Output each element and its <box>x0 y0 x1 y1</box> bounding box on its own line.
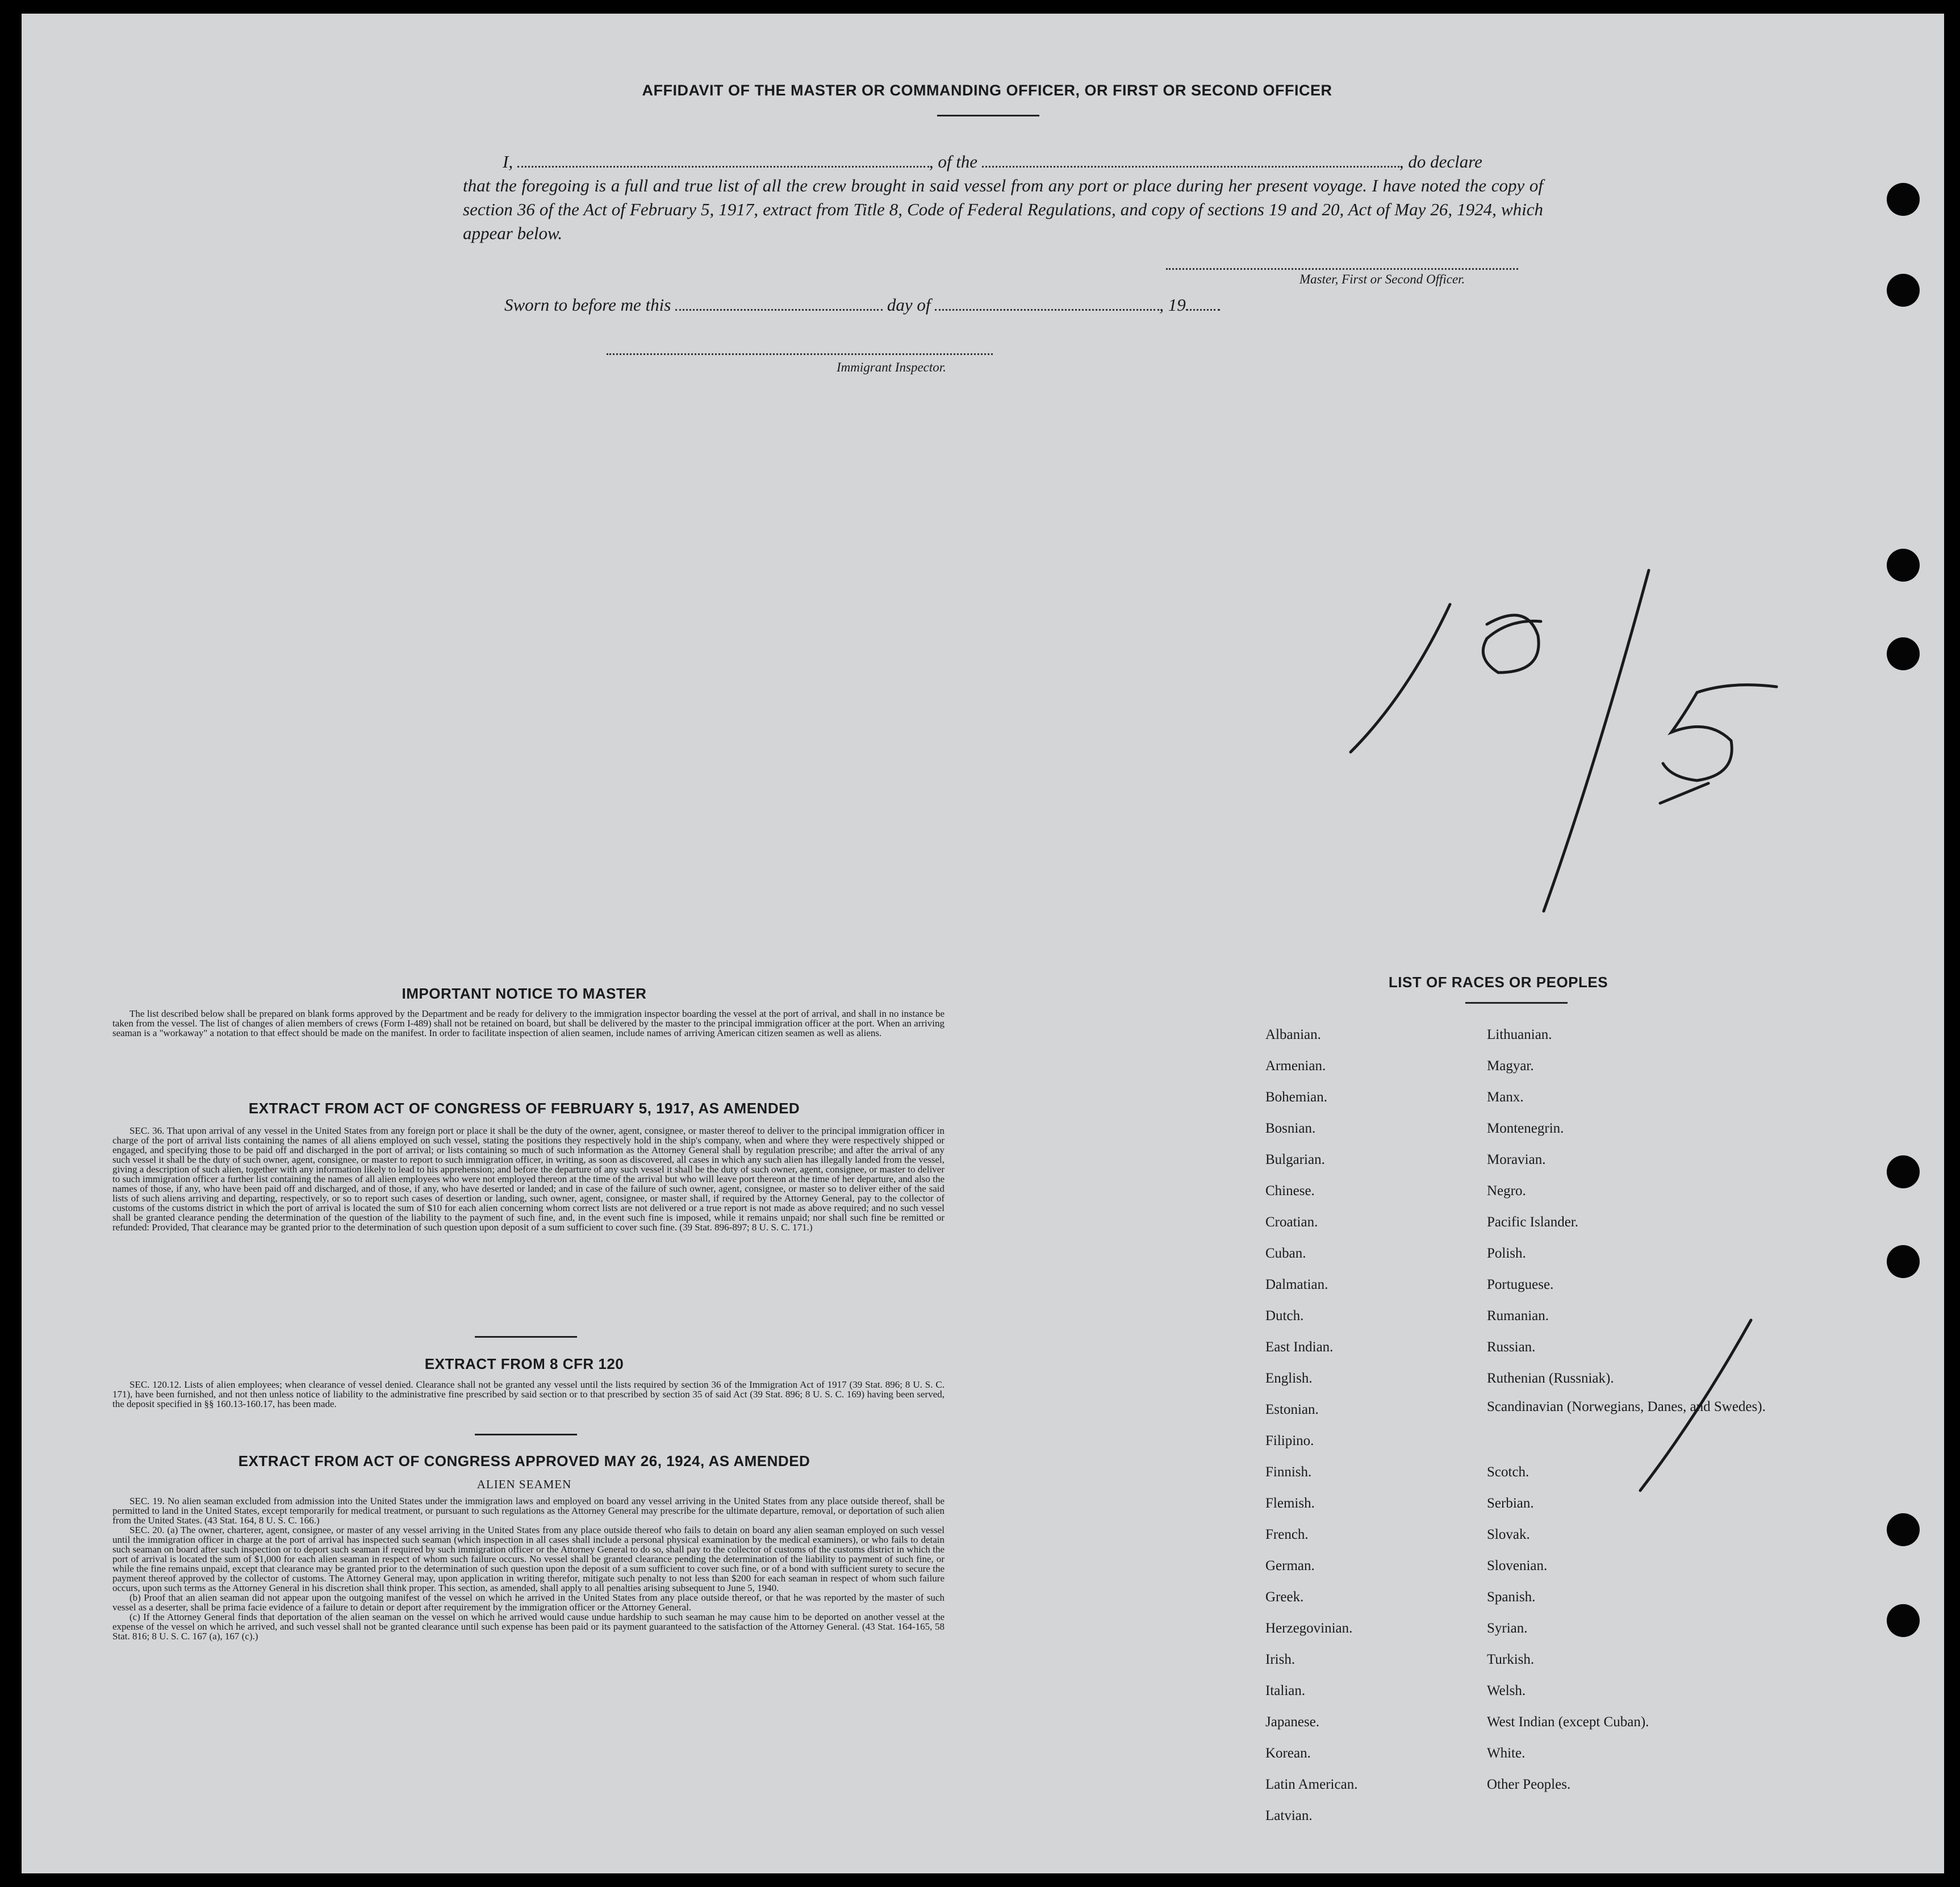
race-item: Irish. <box>1265 1652 1295 1667</box>
race-item: Japanese. <box>1265 1714 1320 1730</box>
affidavit-title: AFFIDAVIT OF THE MASTER OR COMMANDING OFFICER, OR FIRST OR SECOND OFFICER <box>642 82 1332 99</box>
races-title: LIST OF RACES OR PEOPLES <box>1388 974 1608 991</box>
notice-body: The list described below shall be prepared on blank forms approved by the Department and be ready for delivery to the immigration inspector boarding the vessel at the port of arrival, and shall in no instance be taken from the vessel. The list of changes of alien members of crews (Form I-489) shall not be retained on board, but shall be delivered by the master to the principal immigration officer at the port. When an arriving seaman is a "workaway" a notation to that effect should be made on the manifest. In order to facilitate inspection of alien seamen, include names of arriving American citizen seamen as well as aliens. <box>112 1008 945 1038</box>
race-item: French. <box>1265 1527 1309 1542</box>
extract-1924-paragraph: SEC. 19. No alien seaman excluded from admission into the United States under the immigration laws and employed on board any vessel arriving in the United States from any place outside thereof, shall be permitted to land in the United States, except temporarily for medical treatment, or pursuant to such regulations as the Attorney General may prescribe for the ultimate departure, removal, or deportation of such alien from the United States. (43 Stat. 164, 8 U. S. C. 166.) <box>112 1496 945 1526</box>
inspector-signature-line[interactable] <box>607 353 993 355</box>
handwritten-digit-1 <box>1351 604 1450 752</box>
race-item: German. <box>1265 1558 1315 1573</box>
race-item: Bosnian. <box>1265 1121 1316 1136</box>
handwritten-digit-2 <box>1483 615 1541 673</box>
race-item: Herzegovinian. <box>1265 1621 1353 1636</box>
i-label: I, <box>503 152 513 172</box>
race-item: Dutch. <box>1265 1308 1304 1324</box>
master-signature-label: Master, First or Second Officer. <box>1299 272 1465 286</box>
punch-hole <box>1887 183 1920 216</box>
race-item: Polish. <box>1487 1246 1526 1261</box>
punch-hole <box>1887 549 1920 582</box>
race-item: Negro. <box>1487 1183 1526 1199</box>
affidavit-body: that the foregoing is a full and true list of all the crew brought in said vessel from any port or place during her present voyage. I have noted the copy of section 36 of the Act of February 5, 1917, extract from Title 8, Code of Federal Regulations, and copy of sections 19 and 20, Act of May 26, 1924, which appear below. <box>463 176 1543 243</box>
race-item: Armenian. <box>1265 1058 1326 1074</box>
do-declare-label: , do declare <box>1399 152 1482 172</box>
race-item: Latin American. <box>1265 1777 1358 1792</box>
race-item: Dalmatian. <box>1265 1277 1328 1292</box>
race-item: White. <box>1487 1746 1526 1761</box>
master-signature-line[interactable] <box>1166 268 1518 270</box>
race-item: Cuban. <box>1265 1246 1306 1261</box>
day-of-label: day of <box>887 295 931 315</box>
race-item: Greek. <box>1265 1589 1304 1605</box>
extract-1924-paragraph: SEC. 20. (a) The owner, charterer, agent, consignee, or master of any vessel arriving in the United States from any place outside thereof who fails to detain on board any alien seaman employed on such vessel until the immigration officer in charge at the port of arrival has inspected such seaman (which inspection in all cases shall include a personal physical examination by the medical examiners), or who fails to detain such seaman on board after such inspection or to deport such seaman if required by such immigration officer or the Attorney General to do so, shall pay to the collector of customs of the customs district in which the port of arrival is located the sum of $1,000 for each alien seaman in respect of whom such failure occurs. No vessel shall be granted clearance pending the determination of the liability to payment of such fine, or while the fine remains unpaid, except that clearance may be granted prior to the determination of such question upon the deposit of a sum sufficient to cover such fine, or of a bond with sufficient surety to secure the payment thereof approved by the collector of customs. The Attorney General may, upon application in writing therefor, mitigate such penalty to not less than $200 for each seaman in respect of whom such failure occurs, upon such terms as the Attorney General in his discretion shall think proper. This section, as amended, shall apply to all penalties arising subsequent to June 5, 1940. <box>112 1525 945 1593</box>
race-item: Syrian. <box>1487 1621 1528 1636</box>
notice-title: IMPORTANT NOTICE TO MASTER <box>402 985 647 1002</box>
race-item: Russian. <box>1487 1339 1536 1355</box>
race-item: Scotch. <box>1487 1464 1529 1480</box>
race-item: Magyar. <box>1487 1058 1534 1074</box>
sworn-year-field[interactable] <box>1186 309 1220 311</box>
race-item: Flemish. <box>1265 1496 1315 1511</box>
race-item: Other Peoples. <box>1487 1777 1571 1792</box>
sworn-label: Sworn to before me this <box>504 295 671 315</box>
document-sheet <box>22 14 1944 1873</box>
race-item: East Indian. <box>1265 1339 1334 1355</box>
divider <box>475 1336 577 1338</box>
race-item: Bulgarian. <box>1265 1152 1325 1167</box>
race-item: Slovak. <box>1487 1527 1530 1542</box>
race-item: Albanian. <box>1265 1027 1321 1042</box>
race-item: Turkish. <box>1487 1652 1535 1667</box>
divider <box>475 1434 577 1435</box>
punch-hole <box>1887 637 1920 670</box>
extract-cfr-box <box>112 1380 945 1409</box>
extract-1924-paragraph: (b) Proof that an alien seaman did not appear upon the outgoing manifest of the vessel on which he arrived in the United States from any place outside thereof, or that he was reported by the master of such vessel as a deserter, shall be prima facie evidence of a failure to detain or deport after requirement by the immigration officer or the Attorney General. <box>112 1592 945 1613</box>
race-item: Chinese. <box>1265 1183 1315 1199</box>
race-item: West Indian (except Cuban). <box>1487 1714 1649 1730</box>
race-item: Scandinavian (Norwegians, Danes, and Swedes). <box>1487 1399 1766 1414</box>
sworn-day-field[interactable] <box>675 309 883 311</box>
race-item: Lithuanian. <box>1487 1027 1552 1042</box>
punch-hole <box>1887 274 1920 307</box>
divider <box>1465 1002 1568 1004</box>
race-item: Finnish. <box>1265 1464 1312 1480</box>
race-item: English. <box>1265 1371 1313 1386</box>
race-item: Welsh. <box>1487 1683 1526 1698</box>
race-item: Manx. <box>1487 1089 1524 1105</box>
race-item: Rumanian. <box>1487 1308 1549 1324</box>
handwritten-digit-5 <box>1660 685 1777 803</box>
punch-hole <box>1887 1513 1920 1546</box>
sworn-line <box>504 295 1220 315</box>
race-item: Korean. <box>1265 1746 1311 1761</box>
extract-1917-title: EXTRACT FROM ACT OF CONGRESS OF FEBRUARY 5, 1917, AS AMENDED <box>248 1100 800 1117</box>
extract-cfr-title: EXTRACT FROM 8 CFR 120 <box>424 1355 624 1372</box>
race-item: Serbian. <box>1487 1496 1534 1511</box>
extract-1917-body: SEC. 36. That upon arrival of any vessel in the United States from any foreign port or place it shall be the duty of the owner, agent, consignee, or master thereof to deliver to the principal immigration officer in charge of the port of arrival lists containing the names of all aliens employed on such vessel, stating the positions they respectively hold in the ship's company, when and where they were respectively shipped or engaged, and specifying those to be paid off and discharged in the port of arrival; or lists containing so much of such information as the Attorney General shall by regulation prescribe; and after the arrival of any such vessel it shall be the duty of such owner, agent, consignee, or master to report to such immigration officer, in writing, as soon as discovered, all cases in which any such alien has illegally landed from the vessel, giving a description of such alien, together with any information likely to lead to his apprehension; and before the departure of any such vessel it shall be the duty of such owner, agent, consignee, or master to deliver to such immigration officer a further list containing the names of all alien employees who were not employed thereon at the time of the arrival but who will leave port thereon at the time of her departure, and also the names of those, if any, who have been paid off and discharged, and of those, if any, who have deserted or landed; and in case of the failure of such owner, agent, consignee, or master so to deliver either of the said lists of such aliens arriving and departing, respectively, or so to report such cases of desertion or landing, such owner, agent, consignee, or master shall, if required by the Attorney General, pay to the collector of customs of the customs district in which the port of arrival is located the sum of $10 for each alien concerning whom correct lists are not delivered or a true report is not made as above required; and no such vessel shall be granted clearance pending the determination of the question of the liability to the payment of such fine, and, in the event such fine is imposed, while it remains unpaid; nor shall such fine be remitted or refunded: Provided, That clearance may be granted prior to the determination of such question upon deposit of a sum sufficient to cover such fine. (39 Stat. 896-897; 8 U. S. C. 171.) <box>112 1125 945 1233</box>
race-item: Latvian. <box>1265 1808 1313 1823</box>
race-item: Montenegrin. <box>1487 1121 1564 1136</box>
notice-body-box <box>112 1009 945 1038</box>
extract-cfr-body: SEC. 120.12. Lists of alien employees; when clearance of vessel denied. Clearance shall not be granted any vessel until the lists required by section 36 of the Immigration Act of 1917 (39 Stat. 896; 8 U. S. C. 171), have been furnished, and not then unless notice of liability to the administrative fine prescribed by said section or to that prescribed by section 35 of said Act (39 Stat. 896; 8 U. S. C. 169) having been served, the deposit specified in §§ 160.13-160.17, has been made. <box>112 1379 945 1409</box>
race-item: Bohemian. <box>1265 1089 1328 1105</box>
punch-hole <box>1887 1245 1920 1278</box>
race-item: Estonian. <box>1265 1402 1319 1417</box>
races-column-1 <box>1265 1019 1470 1831</box>
year-label: , 19 <box>1159 295 1186 315</box>
race-item: Filipino. <box>1265 1433 1314 1448</box>
race-item: Croatian. <box>1265 1214 1318 1230</box>
races-column-2 <box>1487 1019 1782 1800</box>
affidavit-declaration <box>463 150 1543 245</box>
race-item: Moravian. <box>1487 1152 1546 1167</box>
vessel-field[interactable] <box>982 166 1399 168</box>
race-item: Ruthenian (Russniak). <box>1487 1371 1614 1386</box>
race-item: Pacific Islander. <box>1487 1214 1579 1230</box>
handwritten-slash <box>1544 570 1649 911</box>
punch-hole <box>1887 1155 1920 1188</box>
of-the-label: , of the <box>929 152 978 172</box>
divider <box>937 115 1039 116</box>
inspector-label: Immigrant Inspector. <box>837 360 946 374</box>
race-item: Italian. <box>1265 1683 1306 1698</box>
race-item: Portuguese. <box>1487 1277 1554 1292</box>
extract-1917-box <box>112 1126 945 1232</box>
sworn-month-field[interactable] <box>935 309 1159 311</box>
name-field[interactable] <box>517 166 929 168</box>
race-item: Slovenian. <box>1487 1558 1548 1573</box>
punch-hole <box>1887 1604 1920 1637</box>
extract-1924-title: EXTRACT FROM ACT OF CONGRESS APPROVED MAY 26, 1924, AS AMENDED <box>238 1452 810 1469</box>
extract-1924-subtitle: ALIEN SEAMEN <box>477 1477 572 1491</box>
extract-1924-box <box>112 1496 945 1641</box>
race-item: Spanish. <box>1487 1589 1536 1605</box>
extract-1924-paragraph: (c) If the Attorney General finds that deportation of the alien seaman on the vessel on which he arrived would cause undue hardship to such seaman he may cause him to be deported on another vessel at the expense of the vessel on which he arrived, and such vessel shall not be granted clearance until such expense has been paid or its payment guaranteed to the satisfaction of the Attorney General. (43 Stat. 164-165, 58 Stat. 816; 8 U. S. C. 167 (a), 167 (c).) <box>112 1612 945 1642</box>
